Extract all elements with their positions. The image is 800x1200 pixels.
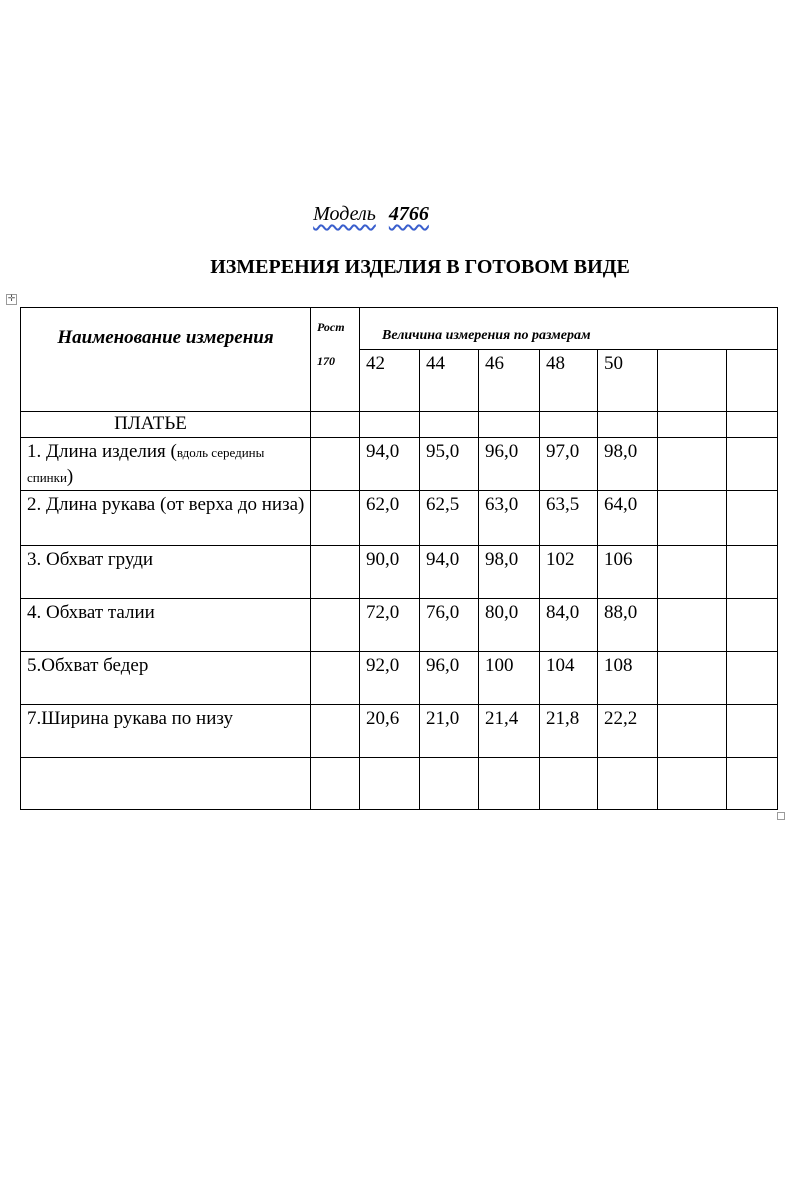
section-title: ПЛАТЬЕ — [21, 412, 311, 438]
measurement-row — [21, 652, 778, 705]
measurement-value: 100 — [479, 652, 540, 705]
measurement-name — [21, 599, 311, 652]
measurement-value: 72,0 — [360, 599, 420, 652]
measurement-row — [21, 705, 778, 758]
measurement-value: 80,0 — [479, 599, 540, 652]
measurement-value — [658, 546, 727, 599]
empty-cell — [598, 412, 658, 438]
measurement-value: 104 — [540, 652, 598, 705]
empty-cell — [311, 491, 360, 546]
measurement-value: 21,8 — [540, 705, 598, 758]
empty-cell — [479, 412, 540, 438]
measurement-name — [21, 438, 311, 491]
measurement-value: 92,0 — [360, 652, 420, 705]
empty-cell — [727, 758, 778, 810]
measurement-value: 98,0 — [479, 546, 540, 599]
measurement-value: 106 — [598, 546, 658, 599]
measurement-name — [21, 705, 311, 758]
empty-cell — [311, 599, 360, 652]
measurement-value — [658, 438, 727, 491]
header-name-cell — [21, 308, 311, 412]
measurement-name — [21, 546, 311, 599]
measurement-value: 63,0 — [479, 491, 540, 546]
size-cell: 50 — [598, 350, 658, 412]
header-height-value: 170 — [317, 354, 335, 368]
measurement-value: 21,0 — [420, 705, 479, 758]
measurement-value: 98,0 — [598, 438, 658, 491]
measurement-name-main: 5.Обхват бедер — [27, 655, 149, 676]
measurement-value — [727, 652, 778, 705]
measurement-value: 88,0 — [598, 599, 658, 652]
measurement-value — [658, 491, 727, 546]
empty-cell — [420, 412, 479, 438]
empty-cell — [311, 758, 360, 810]
measurement-value: 62,0 — [360, 491, 420, 546]
header-row-top — [21, 308, 778, 350]
measurement-value: 84,0 — [540, 599, 598, 652]
measurement-value — [658, 705, 727, 758]
measurement-name-main: 2. Длина рукава (от верха до низа) — [27, 494, 305, 515]
measurement-value: 62,5 — [420, 491, 479, 546]
measurement-value: 96,0 — [420, 652, 479, 705]
measurement-value: 64,0 — [598, 491, 658, 546]
model-line — [0, 203, 742, 226]
size-cell: 48 — [540, 350, 598, 412]
size-cell — [727, 350, 778, 412]
measurement-value — [727, 599, 778, 652]
size-cell: 44 — [420, 350, 479, 412]
size-cell: 42 — [360, 350, 420, 412]
measurement-value: 76,0 — [420, 599, 479, 652]
measurement-name-main: 4. Обхват талии — [27, 602, 155, 623]
empty-cell — [311, 546, 360, 599]
measurement-name-main: 7.Ширина рукава по низу — [27, 708, 233, 729]
measurement-value: 22,2 — [598, 705, 658, 758]
measurement-value: 108 — [598, 652, 658, 705]
measurement-row — [21, 491, 778, 546]
measurement-value: 94,0 — [420, 546, 479, 599]
empty-cell — [311, 705, 360, 758]
empty-cell — [479, 758, 540, 810]
size-cell: 46 — [479, 350, 540, 412]
table-resize-handle-icon[interactable] — [777, 812, 785, 820]
measurement-row — [21, 546, 778, 599]
table-move-handle-icon[interactable]: ✛ — [7, 294, 16, 304]
empty-cell — [540, 412, 598, 438]
measurement-row — [21, 599, 778, 652]
section-row — [21, 412, 778, 438]
measurement-name-note: вдоль середины спинки — [27, 445, 265, 485]
measurement-name-end: ) — [66, 466, 74, 487]
measurement-value — [727, 705, 778, 758]
measurements-table — [20, 307, 778, 810]
measurement-name — [21, 491, 311, 546]
empty-cell — [420, 758, 479, 810]
empty-cell — [21, 758, 311, 810]
size-cell — [658, 350, 727, 412]
measurement-value — [727, 438, 778, 491]
empty-cell — [658, 412, 727, 438]
measurement-value: 97,0 — [540, 438, 598, 491]
header-sizes-cell — [360, 308, 778, 350]
empty-row — [21, 758, 778, 810]
measurement-row — [21, 438, 778, 491]
measurement-name — [21, 652, 311, 705]
model-number: 4766 — [388, 203, 429, 225]
measurement-value: 20,6 — [360, 705, 420, 758]
measurement-value — [727, 491, 778, 546]
measurement-value — [727, 546, 778, 599]
header-name-label: Наименование измерения — [57, 327, 274, 348]
header-sizes-label: Величина измерения по размерам — [382, 328, 591, 343]
measurement-value — [658, 599, 727, 652]
measurement-value: 94,0 — [360, 438, 420, 491]
measurement-value: 95,0 — [420, 438, 479, 491]
empty-cell — [540, 758, 598, 810]
measurement-name-main: 3. Обхват груди — [27, 549, 154, 570]
empty-cell — [311, 438, 360, 491]
measurement-value: 90,0 — [360, 546, 420, 599]
empty-cell — [360, 412, 420, 438]
document-title: ИЗМЕРЕНИЯ ИЗДЕЛИЯ В ГОТОВОМ ВИДЕ — [210, 256, 630, 278]
header-height-cell — [311, 308, 360, 412]
empty-cell — [311, 412, 360, 438]
empty-cell — [360, 758, 420, 810]
measurement-value: 21,4 — [479, 705, 540, 758]
measurement-value: 96,0 — [479, 438, 540, 491]
measurement-value: 63,5 — [540, 491, 598, 546]
measurement-value — [658, 652, 727, 705]
empty-cell — [727, 412, 778, 438]
empty-cell — [311, 652, 360, 705]
model-label: Модель — [313, 203, 376, 225]
empty-cell — [658, 758, 727, 810]
measurement-value: 102 — [540, 546, 598, 599]
empty-cell — [598, 758, 658, 810]
header-height-label: Рост — [317, 320, 345, 334]
measurement-name-main: 1. Длина изделия ( — [27, 441, 177, 462]
